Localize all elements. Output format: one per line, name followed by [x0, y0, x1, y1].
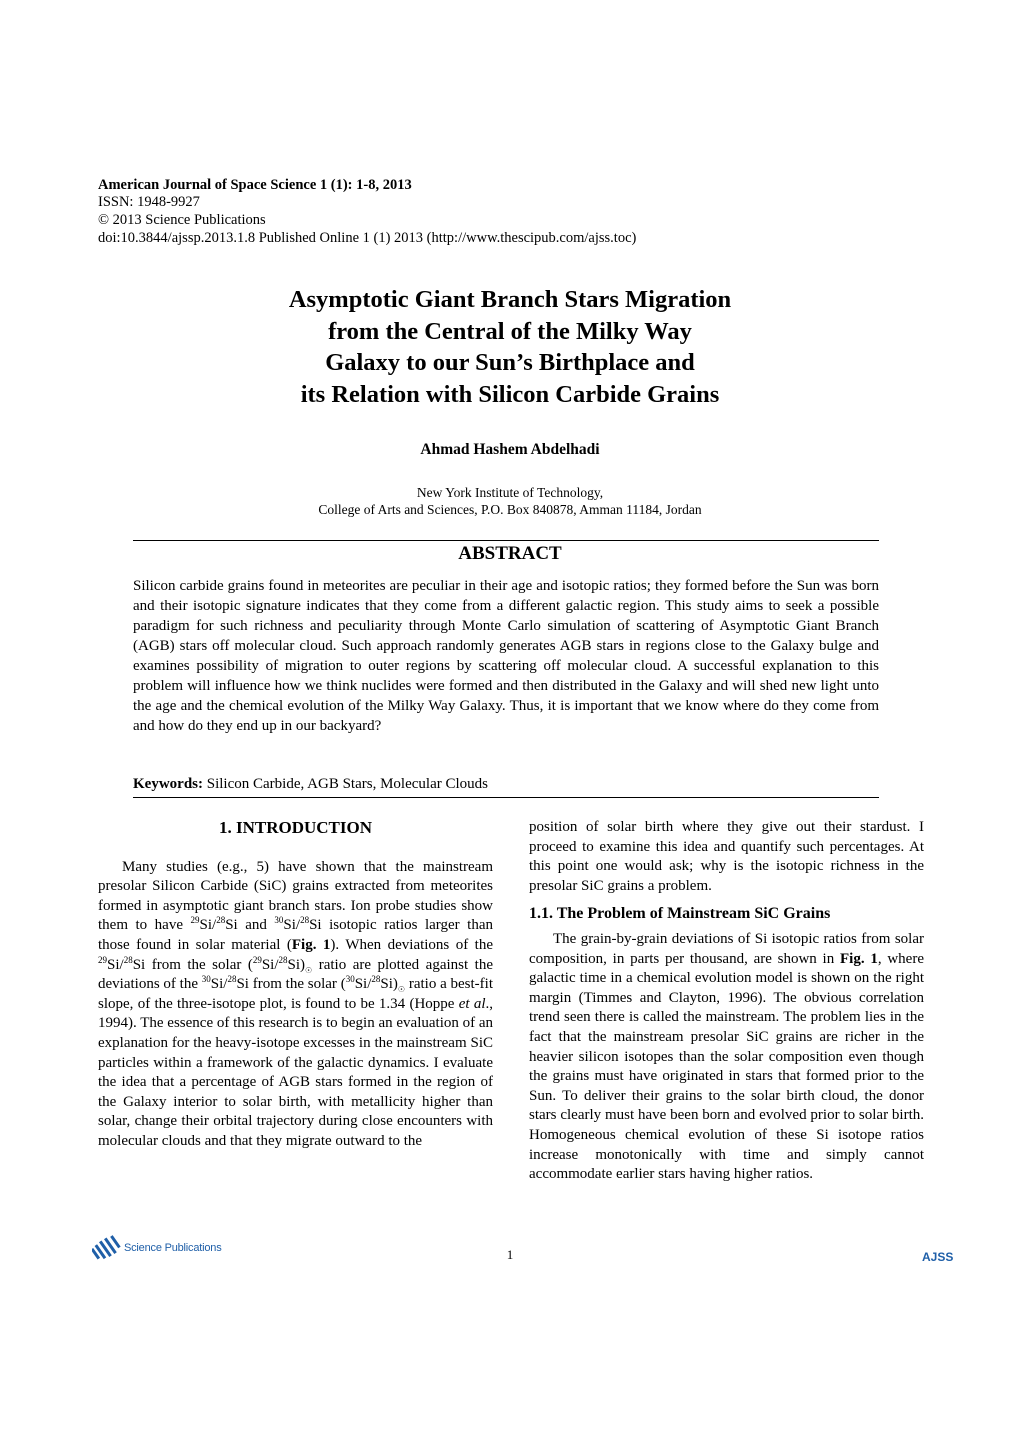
affiliation-line-1: New York Institute of Technology,: [416, 485, 604, 500]
continued-paragraph: position of solar birth where they give out their stardust. I proceed to examine this idea and quantify such percentages. At this point one would ask; why is the isotopic richness in the presolar SiC grains a problem.: [529, 819, 924, 894]
fig1-ref[interactable]: Fig. 1: [291, 936, 331, 953]
abstract-text: Silicon carbide grains found in meteorites are peculiar in their age and isotopic ratios; they formed before the Sun was born and their isotopic signature indicates that they come from a different galactic region. This study aims to seek a possible paradigm for such richness and peculiarity through Monte Carlo simulation of scattering of Asymptotic Giant Branch (AGB) stars off molecular cloud. Such approach randomly generates AGB stars in regions close to the Galaxy bulge and examines possibility of migration to outer regions by scattering off molecular cloud. A successful explanation to this problem will influence how we think nuclides were formed and then distributed in the Galaxy and will shed new light unto the age and the chemical evolution of the Milky Way Galaxy. Thus, it is important that we know where do they come from and how do they end up in our backyard?: [133, 578, 879, 734]
subsection-heading: 1.1. The Problem of Mainstream SiC Grains: [529, 905, 831, 923]
abstract-heading: ABSTRACT: [458, 543, 562, 564]
top-divider: [133, 540, 879, 541]
left-column: [98, 818, 493, 1152]
keywords-text: Silicon Carbide, AGB Stars, Molecular Clouds: [206, 776, 488, 792]
title-line-4: its Relation with Silicon Carbide Grains: [300, 380, 720, 408]
introduction-heading: 1. INTRODUCTION: [218, 818, 373, 837]
title-line-3: Galaxy to our Sun’s Birthplace and: [325, 349, 695, 376]
title-line-1: Asymptotic Giant Branch Stars Migration: [288, 286, 732, 313]
affiliation-line-2: College of Arts and Sciences, P.O. Box 840878, Amman 11184, Jordan: [318, 502, 702, 517]
keywords: [133, 776, 488, 793]
paper-title: [120, 284, 900, 410]
publisher-name: Science Publications: [124, 1242, 222, 1254]
issn: ISSN: 1948-9927: [98, 194, 200, 210]
right-column: [529, 818, 924, 1185]
doi-line[interactable]: doi:10.3844/ajssp.2013.1.8 Published Online 1 (1) 2013 (http://www.thescipub.com/ajss.toc): [98, 230, 637, 246]
copyright: © 2013 Science Publications: [98, 212, 266, 228]
title-line-2: from the Central of the Milky Way: [328, 317, 692, 345]
page-number: 1: [506, 1247, 514, 1262]
keywords-label: Keywords:: [133, 776, 203, 792]
problem-paragraph: The grain-by-grain deviations of Si isotopic ratios from solar composition, in parts per thousand, are shown in Fig. 1, where galactic time in a chemical evolution model is shown on the right margin (Timmes and Clayton, 1996). The obvious correlation trend seen there is called the mainstream. The problem lies in the fact that the mainstream presolar SiC grains are richer in the heavier silicon isotopes than the solar composition even though the grains must have originated in stars that formed prior to the Sun. To deliver their grains to the solar birth cloud, the donor stars clearly must have been born and evolved prior to solar birth. Homogeneous chemical evolution of these Si isotope ratios increase monotonically with time and simply cannot accommodate earlier stars having higher ratios.: [529, 930, 924, 1183]
fig1-ref-right[interactable]: Fig. 1: [839, 950, 878, 967]
journal-citation: American Journal of Space Science 1 (1): 1-8, 2013: [98, 177, 412, 193]
intro-paragraph: Many studies (e.g., 5) have shown that the mainstream presolar Silicon Carbide (SiC) grains extracted from meteorites formed in asymptotic giant branch stars. Ion probe studies show them to have $^{29}$Si/$^{28}$Si and $^{30}$Si/$^{28}$Si isotopic ratios larger than those found in solar material (Fig. 1). When deviations of the $^{29}$Si/$^{28}$Si from the solar $(^{29}Si/^{28}Si)_☉$ ratio are plotted against the deviations of the $^{30}$Si/$^{28}$Si from the solar $(^{30}Si/^{28}Si)_☉$ ratio a best-fit slope, of the three-isotope plot, is found to be 1.34 (Hoppe et al., 1994). The essence of this research is to begin an evaluation of an explanation for the heavy-isotope excesses in the mainstream SiC particles within a framework of the galactic dynamics. I evaluate the idea that a percentage of AGB stars formed in the region of the Galaxy interior to solar birth, with metallicity higher than solar, change their orbital trajectory during close encounters with molecular clouds and that they migrate outward to the: [98, 858, 494, 1149]
author-name: Ahmad Hashem Abdelhadi: [420, 441, 600, 458]
bottom-divider: [133, 797, 879, 798]
sun-symbol-icon: ☉: [305, 965, 313, 975]
journal-brand: AJSS: [922, 1250, 954, 1264]
